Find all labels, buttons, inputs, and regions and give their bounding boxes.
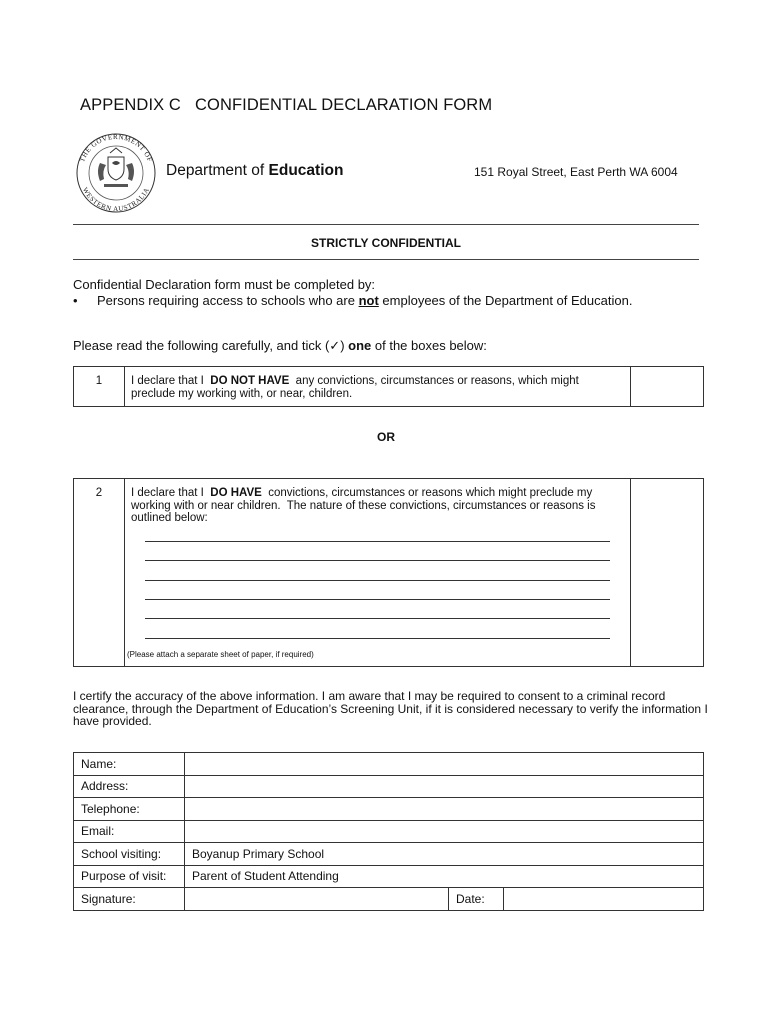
- intro-bullet: [73, 293, 632, 308]
- svg-text:WESTERN AUSTRALIA: WESTERN AUSTRALIA: [80, 186, 152, 213]
- telephone-field[interactable]: [185, 798, 704, 821]
- details-line-4[interactable]: [145, 599, 610, 600]
- bottom-divider: [73, 259, 699, 260]
- purpose-field[interactable]: Parent of Student Attending: [185, 865, 704, 888]
- date-field[interactable]: [504, 888, 704, 911]
- or-separator: OR: [377, 430, 395, 444]
- intro-text: Confidential Declaration form must be completed by:: [73, 277, 376, 292]
- svg-text:THE GOVERNMENT OF: THE GOVERNMENT OF: [78, 132, 154, 164]
- attach-note: (Please attach a separate sheet of paper, if required): [127, 650, 314, 659]
- school-field[interactable]: Boyanup Primary School: [185, 843, 704, 866]
- option-2-tick-box[interactable]: [631, 479, 704, 667]
- table-row: [74, 775, 704, 798]
- email-label: Email:: [74, 820, 185, 843]
- instruction-pre: Please read the following carefully, and tick (: [73, 338, 330, 353]
- option-2-post: convictions, circumstances or reasons which might preclude my working with or near children. The nature of these convictions, circumstances or reasons is outlined below:: [131, 487, 599, 524]
- bullet-not: not: [358, 293, 379, 308]
- department-name: [166, 162, 343, 180]
- instruction-mid: ): [340, 338, 349, 353]
- option-1-bold: DO NOT HAVE: [210, 375, 290, 387]
- name-field[interactable]: [185, 753, 704, 776]
- strictly-confidential-heading: STRICTLY CONFIDENTIAL: [310, 236, 461, 250]
- department-address: 151 Royal Street, East Perth WA 6004: [474, 165, 678, 179]
- school-label: School visiting:: [74, 843, 185, 866]
- department-bold: Education: [268, 162, 344, 179]
- instruction-post: of the boxes below:: [371, 338, 487, 353]
- bullet-text-post: employees of the Department of Education.: [378, 293, 633, 308]
- table-row: [74, 753, 704, 776]
- personal-details-table: [73, 752, 704, 911]
- option-2-number: 2: [74, 479, 125, 667]
- certification-text: I certify the accuracy of the above information. I am aware that I may be required to consent to a criminal record clearance, through the Department of Education’s Screening Unit, if it is considered necessary to verify the information I have provided.: [73, 689, 708, 728]
- tick-mark-icon: ✓: [329, 338, 341, 353]
- table-row: [74, 820, 704, 843]
- table-row: [74, 798, 704, 821]
- option-1-number: 1: [74, 367, 125, 407]
- table-row: [74, 843, 704, 866]
- signature-label: Signature:: [74, 888, 185, 911]
- signature-field[interactable]: [185, 888, 449, 911]
- bullet-text-pre: Persons requiring access to schools who are: [97, 293, 359, 308]
- details-line-2[interactable]: [145, 560, 610, 561]
- details-line-3[interactable]: [145, 580, 610, 581]
- email-field[interactable]: [185, 820, 704, 843]
- address-field[interactable]: [185, 775, 704, 798]
- instruction-text: [73, 338, 487, 354]
- details-line-5[interactable]: [145, 618, 610, 619]
- government-seal-icon: [70, 129, 162, 213]
- option-2-pre: I declare that I: [131, 487, 211, 499]
- bullet-symbol: •: [73, 293, 78, 308]
- department-prefix: Department of: [166, 162, 269, 179]
- option-1-tick-box[interactable]: [631, 367, 704, 407]
- top-divider: [73, 224, 699, 225]
- details-line-6[interactable]: [145, 638, 610, 639]
- option-2-bold: DO HAVE: [210, 487, 262, 499]
- option-1-post: any convictions, circumstances or reasons, which might preclude my working with, or near, children.: [131, 375, 583, 400]
- option-1-pre: I declare that I: [131, 375, 211, 387]
- address-label: Address:: [74, 775, 185, 798]
- date-label: Date:: [449, 888, 504, 911]
- page-title: APPENDIX C CONFIDENTIAL DECLARATION FORM: [80, 96, 493, 114]
- table-row: [74, 888, 704, 911]
- table-row: [74, 865, 704, 888]
- name-label: Name:: [74, 753, 185, 776]
- option-1-text: [125, 367, 631, 407]
- telephone-label: Telephone:: [74, 798, 185, 821]
- instruction-bold: one: [348, 338, 372, 353]
- details-line-1[interactable]: [145, 541, 610, 542]
- option-1-box: [73, 366, 704, 407]
- purpose-label: Purpose of visit:: [74, 865, 185, 888]
